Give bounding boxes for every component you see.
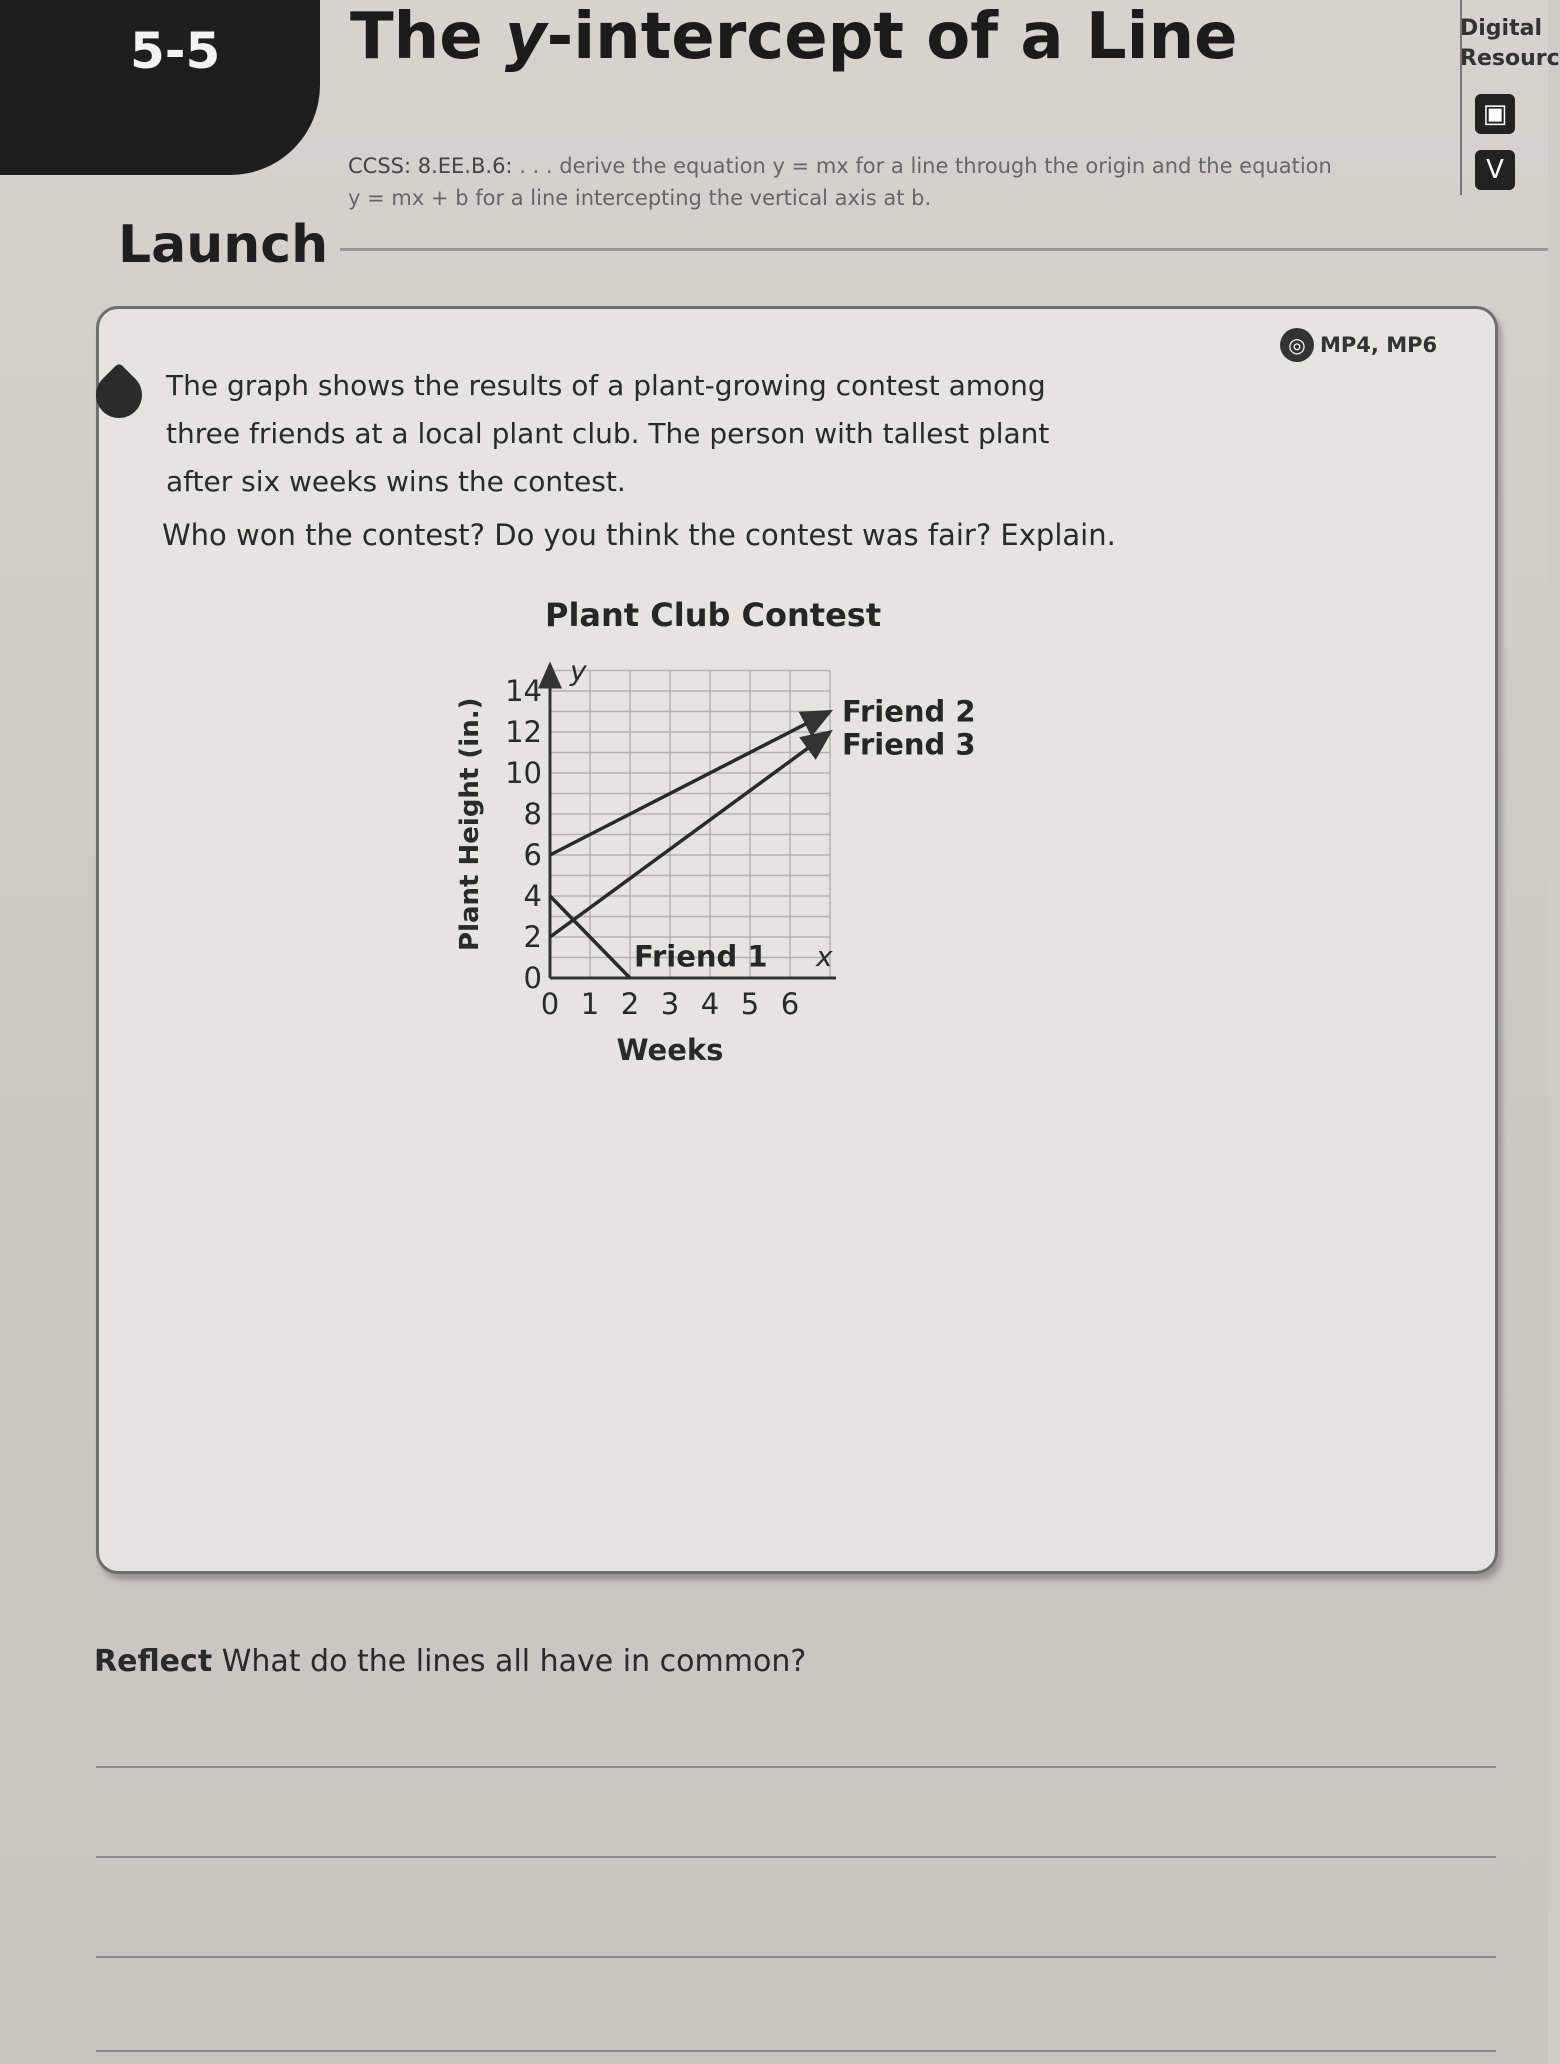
lesson-number-tab bbox=[0, 0, 320, 175]
series-label-friend-2: Friend 2 bbox=[842, 694, 976, 729]
launch-heading: Launch bbox=[118, 215, 329, 275]
series-label-friend-3: Friend 3 bbox=[842, 727, 976, 762]
standards-text: CCSS: 8.EE.B.6: . . . derive the equation y = mx for a line through the origin and the equation y = mx + b for a line intercepting the vertical axis at b. bbox=[348, 154, 1332, 210]
chart-title: Plant Club Contest bbox=[545, 596, 882, 634]
y-tick-label: 14 bbox=[505, 674, 542, 708]
x-tick-label: 4 bbox=[700, 987, 720, 1021]
y-tick-label: 0 bbox=[523, 961, 542, 995]
x-tick-label: 0 bbox=[540, 987, 560, 1021]
y-tick-label: 10 bbox=[505, 756, 542, 790]
x-axis-title: Weeks bbox=[616, 1033, 724, 1067]
title-variable: y bbox=[504, 0, 547, 74]
x-tick-label: 3 bbox=[660, 987, 680, 1021]
answer-line[interactable] bbox=[96, 2050, 1496, 2052]
launch-question: Who won the contest? Do you think the contest was fair? Explain. bbox=[162, 518, 1116, 552]
answer-line[interactable] bbox=[96, 1956, 1496, 1958]
y-tick-label: 6 bbox=[523, 838, 542, 872]
page-title: The y-intercept of a Line bbox=[350, 0, 1238, 74]
video-icon[interactable]: ▣ bbox=[1475, 94, 1515, 134]
y-tick-label: 8 bbox=[523, 797, 542, 831]
x-tick-label: 6 bbox=[780, 987, 800, 1021]
answer-line[interactable] bbox=[96, 1766, 1496, 1768]
reflect-prompt: Reflect What do the lines all have in common? bbox=[94, 1644, 807, 1679]
x-tick-label: 1 bbox=[580, 987, 600, 1021]
x-tick-label: 2 bbox=[620, 987, 640, 1021]
x-axis-letter: x bbox=[816, 940, 833, 973]
ccss-code: CCSS: 8.EE.B.6: bbox=[348, 154, 513, 178]
x-tick-label: 5 bbox=[740, 987, 760, 1021]
practice-tags: ◎ MP4, MP6 bbox=[1280, 328, 1437, 362]
series-label-friend-1: Friend 1 bbox=[634, 939, 768, 974]
y-tick-label: 2 bbox=[523, 920, 542, 954]
reflect-label: Reflect bbox=[94, 1644, 213, 1679]
answer-line[interactable] bbox=[96, 1856, 1496, 1858]
launch-divider bbox=[340, 248, 1548, 251]
lesson-number: 5-5 bbox=[130, 22, 221, 80]
y-tick-label: 12 bbox=[505, 715, 542, 749]
plant-club-chart bbox=[430, 640, 1030, 1080]
digital-resources-label[interactable]: Digital Resourc bbox=[1460, 16, 1560, 71]
math-practice-icon: ◎ bbox=[1280, 328, 1314, 362]
vocabulary-icon[interactable]: V bbox=[1475, 150, 1515, 190]
y-tick-label: 4 bbox=[523, 879, 542, 913]
launch-paragraph: The graph shows the results of a plant-growing contest among three friends at a local plant club. The person with tallest plant after six weeks wins the contest. bbox=[166, 369, 1050, 498]
y-axis-letter: y bbox=[570, 654, 587, 688]
y-axis-title: Plant Height (in.) bbox=[455, 697, 485, 951]
